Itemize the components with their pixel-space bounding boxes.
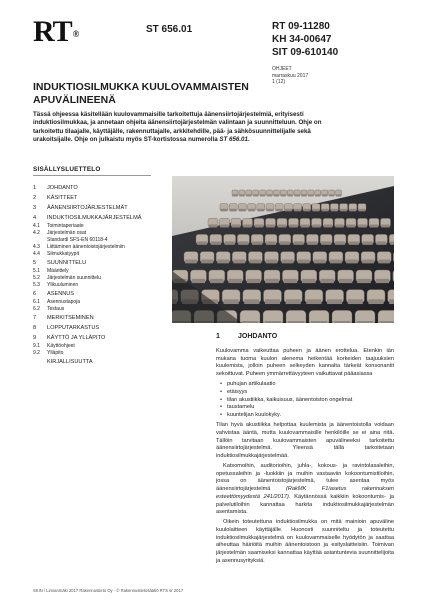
- section-title: JOHDANTO: [238, 333, 278, 340]
- toc-item-number: 2: [33, 195, 37, 202]
- toc-item-label: Järjestelmän osat: [47, 229, 87, 236]
- seat-cushion: [211, 241, 221, 244]
- toc-item-number: 1: [33, 185, 37, 192]
- seat-cushion: [312, 225, 320, 228]
- seat-cushion: [349, 209, 356, 212]
- toc-item: [33, 335, 173, 343]
- toc-item-label: Järjestelmän suunnittelu: [47, 274, 101, 281]
- seat-cushion: [327, 299, 342, 304]
- seat-cushion: [266, 241, 276, 244]
- seat-cushion: [368, 299, 383, 304]
- seat-cushion: [315, 194, 320, 196]
- seat-cushion: [295, 194, 300, 196]
- toc-item: [33, 195, 173, 203]
- toc-item-number: 5.2: [33, 274, 40, 281]
- seat-cushion: [253, 194, 258, 196]
- seat-cushion: [257, 209, 264, 212]
- seat-cushion: [340, 209, 347, 212]
- seat-cushion: [260, 194, 265, 196]
- toc-heading: SISÄLLYSLUETTELO: [33, 166, 101, 173]
- toc-item-number: [33, 359, 47, 367]
- body-paragraph: [216, 463, 394, 517]
- seat-cushion: [252, 241, 262, 244]
- seat-cushion: [282, 260, 294, 264]
- toc-item: [33, 215, 173, 223]
- seat-cushion: [248, 209, 255, 212]
- seat-cushion: [302, 279, 315, 283]
- st-card-code: ST 656.01: [146, 24, 193, 35]
- seat-cushion: [357, 321, 374, 323]
- toc-item-number: 4.1: [33, 222, 40, 229]
- seat-cushion: [267, 194, 272, 196]
- seat-cushion: [266, 260, 278, 264]
- toc-item: [33, 299, 173, 306]
- seat-cushion: [389, 299, 394, 304]
- seat-cushion: [321, 241, 331, 244]
- seat-cushion: [335, 241, 345, 244]
- seat: [393, 252, 394, 263]
- seat-cushion: [324, 225, 332, 228]
- seat-cushion: [306, 299, 321, 304]
- seat-cushion: [220, 225, 228, 228]
- toc-item: [33, 223, 173, 230]
- toc-item-number: 3: [33, 205, 37, 212]
- toc-item-label: Testaus: [47, 305, 65, 312]
- toc-item-label: Toimintaperiaate: [47, 222, 84, 229]
- seat-cushion: [265, 279, 278, 283]
- document-title: [33, 81, 263, 106]
- intro-paragraph: [33, 111, 338, 145]
- toc-item: [33, 282, 173, 289]
- seat-cushion: [376, 279, 389, 283]
- toc-item: [33, 315, 173, 323]
- toc-item-label: Ylläpito: [47, 349, 64, 356]
- seat-cushion: [335, 225, 343, 228]
- toc-item-number: 5: [33, 260, 37, 267]
- seat-cushion: [288, 321, 305, 323]
- seat-cushion: [334, 321, 351, 323]
- intro-italic-ref: ST 656.01: [219, 136, 248, 144]
- toc-item-label: JOHDANTO: [47, 185, 78, 192]
- toc-item: [33, 251, 173, 258]
- toc-item-label: Ylikuuluminen: [47, 281, 79, 288]
- seat-cushion: [210, 279, 223, 283]
- toc-item: [33, 275, 173, 282]
- seat-cushion: [288, 194, 293, 196]
- toc-item-label: KÄYTTÖ JA YLLÄPITO: [47, 335, 106, 342]
- auditorium-seats-illustration: [172, 176, 394, 323]
- toc-item: [33, 343, 173, 350]
- toc-item-number: 5.3: [33, 281, 40, 288]
- toc-item-number: 9.2: [33, 349, 40, 356]
- seat-cushion: [239, 194, 244, 196]
- toc-item-label: Liittäminen äänentoistojärjestelmiin: [47, 243, 125, 250]
- table-of-contents: [33, 183, 173, 367]
- seat-cushion: [278, 225, 286, 228]
- seat-cushion: [322, 194, 327, 196]
- seat-cushion: [274, 194, 279, 196]
- toc-item-label: Käyttöohjeet: [47, 342, 75, 349]
- toc-item-label: Silmukkatyypit: [47, 250, 79, 257]
- toc-item-number: 9: [33, 335, 37, 342]
- seat-cushion: [232, 194, 237, 196]
- seat-cushion: [363, 241, 373, 244]
- section-number: 1: [216, 333, 220, 340]
- list-item: • tilan akustiikka, kaikuisuus, äänentoiston ongelmat: [227, 397, 394, 405]
- seat-cushion: [284, 279, 297, 283]
- seat-cushion: [185, 260, 197, 264]
- body-text: Katsomoihin, auditorioihin, juhla-, kokous- ja ravintolasaleihin, opetussaleihin ja -luokkiin ja muihin vastaaviin kokoontumistiloihin, jossa on äänentoistojärjestelmä, tulee asentaa myös äänensiirtojärjestelmä: [216, 463, 394, 493]
- toc-item-number: 8: [33, 325, 37, 332]
- seat-cushion: [308, 194, 313, 196]
- card-codes: [272, 20, 338, 59]
- seat-cushion: [381, 225, 389, 228]
- seat-cushion: [217, 260, 229, 264]
- toc-item: [33, 185, 173, 193]
- factor-list: [216, 381, 394, 420]
- seat-cushion: [244, 299, 259, 304]
- seat-cushion: [378, 260, 390, 264]
- seat-cushion: [307, 241, 317, 244]
- seat-cushion: [232, 225, 240, 228]
- toc-item: [33, 350, 173, 357]
- seat-cushion: [289, 225, 297, 228]
- seat-cushion: [247, 279, 260, 283]
- seat-cushion: [250, 260, 262, 264]
- toc-item: [33, 325, 173, 333]
- page-count: 1 (12): [272, 79, 286, 85]
- seat-cushion: [347, 225, 355, 228]
- seat: [393, 270, 394, 282]
- seat-cushion: [276, 209, 283, 212]
- seat-cushion: [339, 279, 352, 283]
- seat-cushion: [201, 260, 213, 264]
- body-paragraph: Oikein toteutettuna induktiosilmukka on mitä mainioin apuväline kuulolaitteen käyttäjälle. Huonosti suunniteltu ja toteutettu induktiosilmukkajärjestelmä on kuulovammaiselle hyödytön ja saattaa aiheuttaa häiriöitä muihin äänentoistoon ja esityslaitteisiin. Toimivan järjestelmän saamiseksi kannattaa käyttää asiantuntevia suunnittelijoita ja asennusyrityksiä.: [216, 519, 394, 564]
- list-item: • taustamelu: [227, 404, 394, 412]
- seat-cushion: [281, 194, 286, 196]
- card-meta: [272, 66, 308, 86]
- seat-cushion: [336, 194, 341, 196]
- seat-cushion: [239, 209, 246, 212]
- seat-cushion: [320, 279, 333, 283]
- toc-item-number: 4.2: [33, 229, 40, 236]
- seat-cushion: [255, 225, 263, 228]
- seat-cushion: [238, 241, 248, 244]
- seat-cushion: [349, 241, 359, 244]
- regulation-ref: (RakMK F1/asetus rakennuksen esteettömyydestä 241/2017): [216, 486, 395, 500]
- list-item: • etäisyys: [227, 389, 394, 397]
- seat-cushion: [265, 299, 280, 304]
- toc-item-label: Standardi SFS-EN 60118-4: [47, 236, 108, 243]
- body-paragraph: Kuulovamma vaikeuttaa puheen ja äänen erottelua. Etenkin iän mukana tuoma kuulon alenema heikentää korkeiden taajuuksien kuulemista, jolloin puheen selkeyden kannalta tärkeät konsonantit sekoittuvat. Puheen ymmärrettävyyteen vaikuttavat pääasiassa: [216, 348, 394, 378]
- toc-item-label: SUUNNITTELU: [47, 260, 87, 267]
- toc-item-number: 4.4: [33, 250, 40, 257]
- toc-item-number: 9.1: [33, 342, 40, 349]
- seat-cushion: [294, 241, 304, 244]
- toc-item-number: [33, 237, 47, 244]
- seat-cushion: [265, 321, 282, 323]
- card-code-sit: SIT 09-610140: [272, 47, 339, 58]
- title-line: APUVÄLINEENÄ: [33, 93, 116, 106]
- seat-cushion: [225, 241, 235, 244]
- seat-cushion: [285, 209, 292, 212]
- seat-cushion: [329, 194, 334, 196]
- seat-cushion: [298, 260, 310, 264]
- auditorium-photo: [172, 176, 394, 323]
- toc-item: [33, 237, 173, 244]
- body-paragraph: Tilan hyvä akustiikka helpottaa kuulemista ja äänentoistolla voidaan vahvistaa ääntä, mutta kuulovammaisille henkilöille se ei aina riitä. Tällöin tarvitaan kuulovammaisten apuvälineeksi tarkoitettu äänensiirtojärjestelmä. Yleensä tällä tarkoitetaan induktiosilmukkajärjestelmää.: [216, 422, 394, 459]
- seat-cushion: [233, 260, 245, 264]
- card-code-kh: KH 34-00647: [272, 34, 332, 45]
- seat-cushion: [311, 321, 328, 323]
- card-code-rt: RT 09-11280: [272, 21, 330, 32]
- logo-text: RT: [33, 15, 72, 48]
- section-body: [216, 348, 394, 568]
- rt-logo: [33, 17, 77, 47]
- card-date: marraskuu 2017: [272, 72, 309, 79]
- seat-cushion: [294, 209, 301, 212]
- body-text: . Käytännössä kaikkiin kokoontumis- ja palvelutiloihin kannattaa harkita induktiosilmukkajärjestelmän asentamista.: [216, 493, 394, 516]
- seat-cushion: [380, 321, 394, 323]
- seat-cushion: [242, 321, 259, 323]
- seat-cushion: [362, 260, 374, 264]
- seat-cushion: [301, 194, 306, 196]
- toc-item: [33, 291, 173, 299]
- seat-cushion: [267, 209, 274, 212]
- toc-item-number: 4.3: [33, 243, 40, 250]
- toc-item-label: ÄÄNENSIIRTOJÄRJESTELMÄT: [47, 205, 128, 212]
- seat-cushion: [314, 260, 326, 264]
- seat-cushion: [280, 241, 290, 244]
- seat-cushion: [266, 225, 274, 228]
- seat-cushion: [331, 209, 338, 212]
- title-line: INDUKTIOSILMUKKA KUULOVAMMAISTEN: [33, 81, 249, 93]
- card-type: OHJEET: [272, 66, 292, 72]
- toc-item-label: MERKITSEMINEN: [47, 315, 94, 322]
- intro-end: .: [247, 136, 250, 144]
- seat-cushion: [348, 299, 363, 304]
- seat-cushion: [243, 225, 251, 228]
- toc-item-label: LOPPUTARKASTUS: [47, 325, 100, 332]
- seat-cushion: [192, 279, 205, 283]
- seat-cushion: [228, 279, 241, 283]
- seat-cushion: [209, 225, 217, 228]
- seat-cushion: [286, 299, 301, 304]
- toc-item-label: KIRJALLISUUTTA: [47, 359, 93, 366]
- seat-cushion: [224, 299, 239, 304]
- toc-item-label: ASENNUS: [47, 291, 75, 298]
- seat-cushion: [301, 225, 309, 228]
- toc-item: [33, 306, 173, 313]
- toc-item-label: INDUKTIOSILMUKKAJÄRJESTELMÄ: [47, 215, 142, 222]
- toc-item-label: Määrittely: [47, 267, 69, 274]
- toc-item: [33, 359, 173, 367]
- seat-cushion: [358, 225, 366, 228]
- toc-item-label: KÄSITTEET: [47, 195, 78, 202]
- toc-item: [33, 268, 173, 275]
- list-item: • kuuntelijan kuulokyky.: [227, 412, 394, 420]
- seat-cushion: [246, 194, 251, 196]
- toc-item: [33, 230, 173, 237]
- page-footer: SKIN / Linnanmäki 2017 Rakennustieto Oy · © Rakennustietosäätiö RTS sr 2017: [33, 588, 184, 593]
- seat-cushion: [197, 241, 207, 244]
- seat-cushion: [313, 209, 320, 212]
- seat-cushion: [230, 209, 237, 212]
- toc-item: [33, 244, 173, 251]
- toc-item-number: 6.1: [33, 298, 40, 305]
- list-item: • puhujan artikulaatio: [227, 381, 394, 389]
- toc-item: [33, 205, 173, 213]
- intro-text: Tässä ohjeessa käsitellään kuulovammaisille tarkoitettuja äänensiirtojärjestelmiä, erityisesti induktiosilmukkaa, ja annetaan ohjeita äänensiirtojärjestelmän valintaan ja suunnitteluun. Ohje on tarkoitettu tilaajalle, käyttäjälle, rakennuttajalle, arkkitehdille, pää- ja sähkösuunnittelijalle sekä urakoitsijalle. Ohje on julkaistu myös ST-kortistossa numerolla: [33, 111, 322, 144]
- seat-cushion: [390, 241, 394, 244]
- toc-divider: [33, 175, 151, 176]
- seat-cushion: [370, 225, 378, 228]
- seat-cushion: [376, 241, 386, 244]
- seat-cushion: [330, 260, 342, 264]
- toc-item: [33, 260, 173, 268]
- seat-cushion: [221, 209, 228, 212]
- toc-item-number: 7: [33, 315, 37, 322]
- seat-cushion: [357, 279, 370, 283]
- toc-item-number: 5.1: [33, 267, 40, 274]
- seat-cushion: [346, 260, 358, 264]
- toc-item-label: Asennustapoja: [47, 298, 81, 305]
- toc-item-number: 6.2: [33, 305, 40, 312]
- seat-cushion: [303, 209, 310, 212]
- seat-cushion: [322, 209, 329, 212]
- registered-mark: ®: [72, 29, 79, 39]
- toc-item-number: 6: [33, 291, 37, 298]
- seat-cushion: [359, 209, 366, 212]
- toc-item-number: 4: [33, 215, 37, 222]
